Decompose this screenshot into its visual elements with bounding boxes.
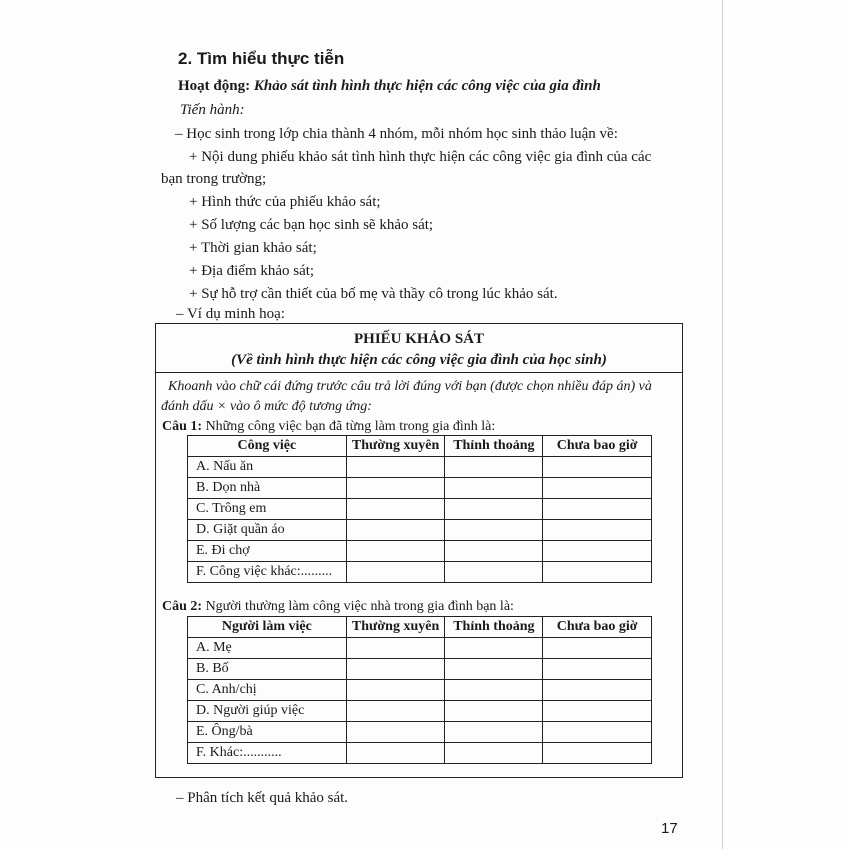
checkbox-cell[interactable] xyxy=(543,457,652,478)
checkbox-cell[interactable] xyxy=(445,722,543,743)
checkbox-cell[interactable] xyxy=(543,659,652,680)
checkbox-cell[interactable] xyxy=(346,638,445,659)
procedure-label: Tiến hành: xyxy=(180,102,245,118)
row-label: B. Bố xyxy=(188,659,347,680)
checkbox-cell[interactable] xyxy=(346,701,445,722)
bullet-content-cont: bạn trong trường; xyxy=(161,171,267,187)
checkbox-cell[interactable] xyxy=(543,638,652,659)
checkbox-cell[interactable] xyxy=(346,457,445,478)
question-1-text: Những công việc bạn đã từng làm trong gia đình là: xyxy=(202,419,496,434)
col-header-sometimes: Thỉnh thoảng xyxy=(445,436,543,457)
question-2-label: Câu 2: xyxy=(162,599,203,614)
table-row xyxy=(188,701,652,722)
survey-instruction-2: đánh dấu × vào ô mức độ tương ứng: xyxy=(161,399,372,414)
col-header-never: Chưa bao giờ xyxy=(543,436,652,457)
col-header-never: Chưa bao giờ xyxy=(543,617,652,638)
activity-heading xyxy=(178,77,601,95)
intro-line: – Học sinh trong lớp chia thành 4 nhóm, mỗi nhóm học sinh thảo luận về: xyxy=(175,126,618,142)
row-label: C. Anh/chị xyxy=(188,680,347,701)
checkbox-cell[interactable] xyxy=(445,680,543,701)
row-label: D. Giặt quần áo xyxy=(188,520,347,541)
row-label: E. Đi chợ xyxy=(188,541,347,562)
activity-label: Hoạt động: xyxy=(178,78,251,94)
checkbox-cell[interactable] xyxy=(346,499,445,520)
bullet-support: + Sự hỗ trợ cần thiết của bố mẹ và thầy cô trong lúc khảo sát. xyxy=(189,286,558,302)
bullet-location: + Địa điểm khảo sát; xyxy=(189,263,315,279)
table-header-row xyxy=(188,617,652,638)
checkbox-cell[interactable] xyxy=(445,478,543,499)
question-2-table xyxy=(187,616,652,764)
row-label: B. Dọn nhà xyxy=(188,478,347,499)
table-header-row xyxy=(188,436,652,457)
checkbox-cell[interactable] xyxy=(346,541,445,562)
row-label: C. Trông em xyxy=(188,499,347,520)
question-1 xyxy=(162,418,495,436)
survey-divider xyxy=(156,372,682,373)
page-edge xyxy=(722,0,723,849)
checkbox-cell[interactable] xyxy=(445,499,543,520)
table-row xyxy=(188,638,652,659)
bullet-content: + Nội dung phiếu khảo sát tình hình thực hiện các công việc gia đình của các xyxy=(189,149,652,165)
section-title: 2. Tìm hiểu thực tiễn xyxy=(178,49,345,68)
table-row xyxy=(188,743,652,764)
bullet-form: + Hình thức của phiếu khảo sát; xyxy=(189,194,381,210)
checkbox-cell[interactable] xyxy=(445,457,543,478)
checkbox-cell[interactable] xyxy=(346,659,445,680)
checkbox-cell[interactable] xyxy=(346,722,445,743)
analysis-line: – Phân tích kết quả khảo sát. xyxy=(176,790,349,806)
checkbox-cell[interactable] xyxy=(543,499,652,520)
col-header-sometimes: Thỉnh thoảng xyxy=(445,617,543,638)
checkbox-cell[interactable] xyxy=(346,680,445,701)
question-2 xyxy=(162,598,514,616)
checkbox-cell[interactable] xyxy=(543,722,652,743)
page-number: 17 xyxy=(661,820,678,837)
col-header-often: Thường xuyên xyxy=(346,617,445,638)
table-row xyxy=(188,722,652,743)
checkbox-cell[interactable] xyxy=(445,659,543,680)
col-header-person: Người làm việc xyxy=(188,617,347,638)
question-2-text: Người thường làm công việc nhà trong gia đình bạn là: xyxy=(202,599,514,614)
survey-title: PHIẾU KHẢO SÁT xyxy=(353,331,485,347)
table-row xyxy=(188,680,652,701)
checkbox-cell[interactable] xyxy=(543,541,652,562)
survey-form xyxy=(155,323,683,778)
checkbox-cell[interactable] xyxy=(445,562,543,583)
checkbox-cell[interactable] xyxy=(543,743,652,764)
checkbox-cell[interactable] xyxy=(543,562,652,583)
col-header-often: Thường xuyên xyxy=(346,436,445,457)
row-label: F. Công việc khác:......... xyxy=(188,562,347,583)
checkbox-cell[interactable] xyxy=(346,562,445,583)
row-label: F. Khác:........... xyxy=(188,743,347,764)
checkbox-cell[interactable] xyxy=(445,743,543,764)
question-1-table xyxy=(187,435,652,583)
example-label: – Ví dụ minh hoạ: xyxy=(176,306,285,322)
table-row xyxy=(188,562,652,583)
checkbox-cell[interactable] xyxy=(543,680,652,701)
table-row xyxy=(188,478,652,499)
row-label: E. Ông/bà xyxy=(188,722,347,743)
table-row xyxy=(188,520,652,541)
checkbox-cell[interactable] xyxy=(445,520,543,541)
table-row xyxy=(188,499,652,520)
table-row xyxy=(188,541,652,562)
checkbox-cell[interactable] xyxy=(543,701,652,722)
activity-title: Khảo sát tình hình thực hiện các công việc của gia đình xyxy=(253,78,601,94)
table-row xyxy=(188,659,652,680)
col-header-job: Công việc xyxy=(188,436,347,457)
bullet-count: + Số lượng các bạn học sinh sẽ khảo sát; xyxy=(189,217,434,233)
table-row xyxy=(188,457,652,478)
survey-instruction-1: Khoanh vào chữ cái đứng trước câu trả lời đúng với bạn (được chọn nhiều đáp án) và xyxy=(168,379,652,394)
checkbox-cell[interactable] xyxy=(346,520,445,541)
checkbox-cell[interactable] xyxy=(445,701,543,722)
checkbox-cell[interactable] xyxy=(445,638,543,659)
row-label: A. Nấu ăn xyxy=(188,457,347,478)
survey-subtitle: (Về tình hình thực hiện các công việc gia đình của học sinh) xyxy=(231,352,607,368)
checkbox-cell[interactable] xyxy=(445,541,543,562)
question-1-label: Câu 1: xyxy=(162,419,203,434)
row-label: A. Mẹ xyxy=(188,638,347,659)
checkbox-cell[interactable] xyxy=(346,478,445,499)
bullet-time: + Thời gian khảo sát; xyxy=(189,240,317,256)
checkbox-cell[interactable] xyxy=(543,478,652,499)
checkbox-cell[interactable] xyxy=(346,743,445,764)
checkbox-cell[interactable] xyxy=(543,520,652,541)
row-label: D. Người giúp việc xyxy=(188,701,347,722)
